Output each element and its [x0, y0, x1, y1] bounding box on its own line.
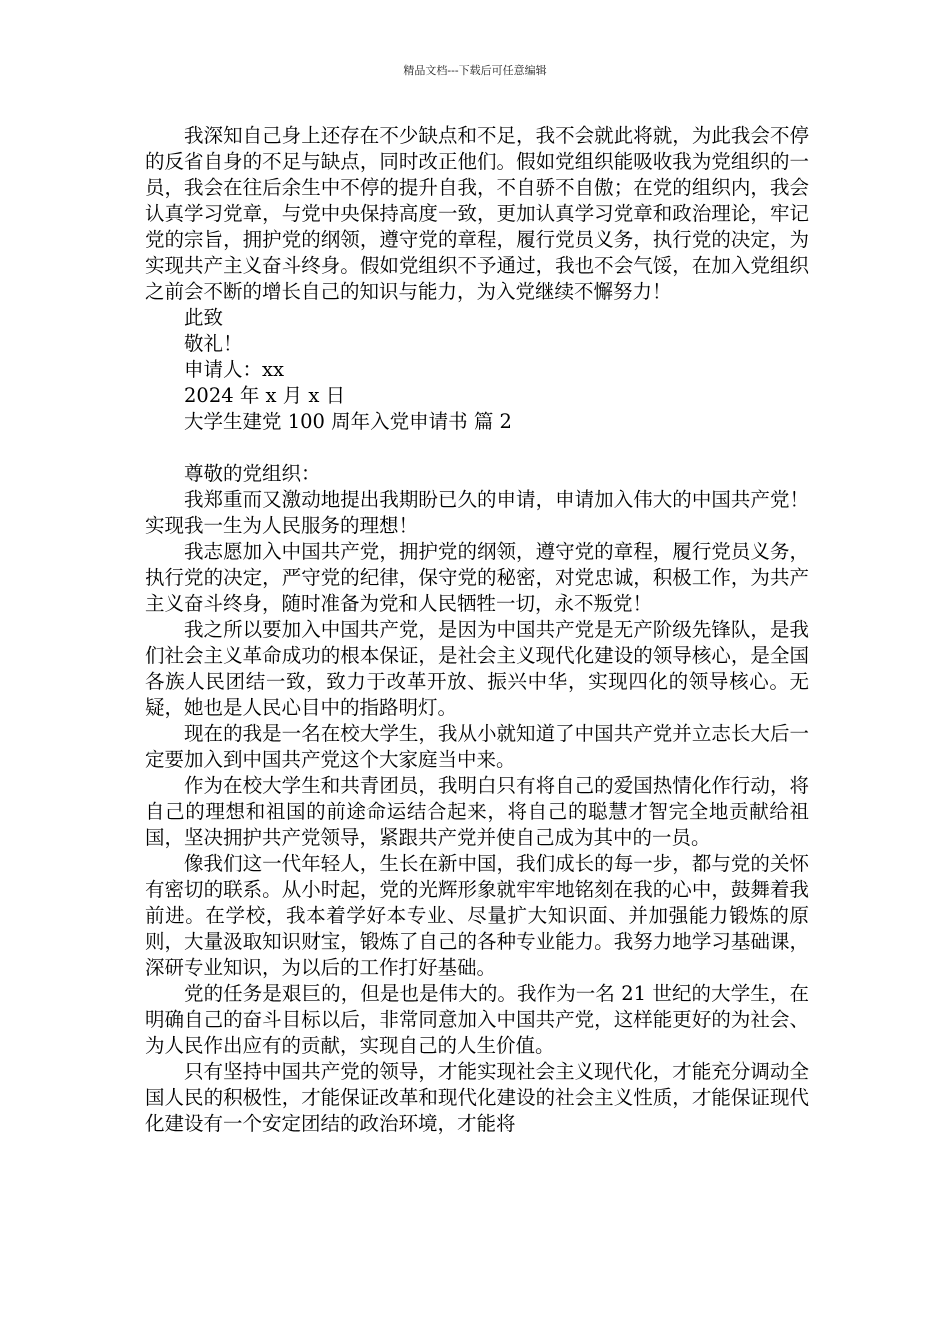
paragraph-8: 党的任务是艰巨的，但是也是伟大的。我作为一名 21 世纪的大学生，在明确自己的奋斗目标以后，非常同意加入中国共产党，这样能更好的为社会、为人民作出应有的贡献，实现自己的人生价值。 [145, 982, 809, 1057]
paragraph-9: 只有坚持中国共产党的领导，才能实现社会主义现代化，才能充分调动全国人民的积极性，才能保证改革和现代化建设的社会主义性质，才能保证现代化建设有一个安定团结的政治环境，才能将 [145, 1060, 809, 1135]
applicant-line: 申请人：xx [184, 358, 284, 381]
date-line: 2024 年 x 月 x 日 [184, 384, 346, 407]
paragraph-3: 我志愿加入中国共产党，拥护党的纲领，遵守党的章程，履行党员义务，执行党的决定，严守党的纪律，保守党的秘密，对党忠诚，积极工作，为共产主义奋斗终身，随时准备为党和人民牺牲一切，永不叛党！ [145, 540, 809, 615]
paragraph-2: 我郑重而又激动地提出我期盼已久的申请，申请加入伟大的中国共产党！实现我一生为人民服务的理想！ [145, 488, 809, 537]
closing-line-1: 此致 [184, 306, 224, 329]
document-body [145, 123, 809, 1137]
paragraph-5: 现在的我是一名在校大学生，我从小就知道了中国共产党并立志长大后一定要加入到中国共产党这个大家庭当中来。 [145, 722, 809, 771]
paragraph-4: 我之所以要加入中国共产党，是因为中国共产党是无产阶级先锋队，是我们社会主义革命成功的根本保证，是社会主义现代化建设的领导核心，是全国各族人民团结一致，致力于改革开放、振兴中华，实现四化的领导核心。无疑，她也是人民心目中的指路明灯。 [145, 618, 809, 719]
paragraph-1: 我深知自己身上还存在不少缺点和不足，我不会就此将就，为此我会不停的反省自身的不足与缺点，同时改正他们。假如党组织能吸收我为党组织的一员，我会在往后余生中不停的提升自我，不自骄不自傲；在党的组织内，我会认真学习党章，与党中央保持高度一致，更加认真学习党章和政治理论，牢记党的宗旨，拥护党的纲领，遵守党的章程，履行党员义务，执行党的决定，为实现共产主义奋斗终身。假如党组织不予通过，我也不会气馁，在加入党组织之前会不断的增长自己的知识与能力，为入党继续不懈努力！ [145, 124, 809, 303]
closing-line-2: 敬礼！ [184, 332, 243, 355]
section-title: 大学生建党 100 周年入党申请书 篇 2 [184, 410, 512, 433]
blank-line [145, 435, 809, 461]
paragraph-7: 像我们这一代年轻人，生长在新中国，我们成长的每一步，都与党的关怀有密切的联系。从小时起，党的光辉形象就牢牢地铭刻在我的心中，鼓舞着我前进。在学校，我本着学好本专业、尽量扩大知识面、并加强能力锻炼的原则，大量汲取知识财宝，锻炼了自己的各种专业能力。我努力地学习基础课，深研专业知识，为以后的工作打好基础。 [145, 852, 809, 979]
salutation: 尊敬的党组织： [184, 462, 321, 485]
page-header: 精品文档---下载后可任意编辑 [403, 64, 547, 77]
paragraph-6: 作为在校大学生和共青团员，我明白只有将自己的爱国热情化作行动，将自己的理想和祖国的前途命运结合起来，将自己的聪慧才智完全地贡献给祖国，坚决拥护共产党领导，紧跟共产党并使自己成为其中的一员。 [145, 774, 809, 849]
